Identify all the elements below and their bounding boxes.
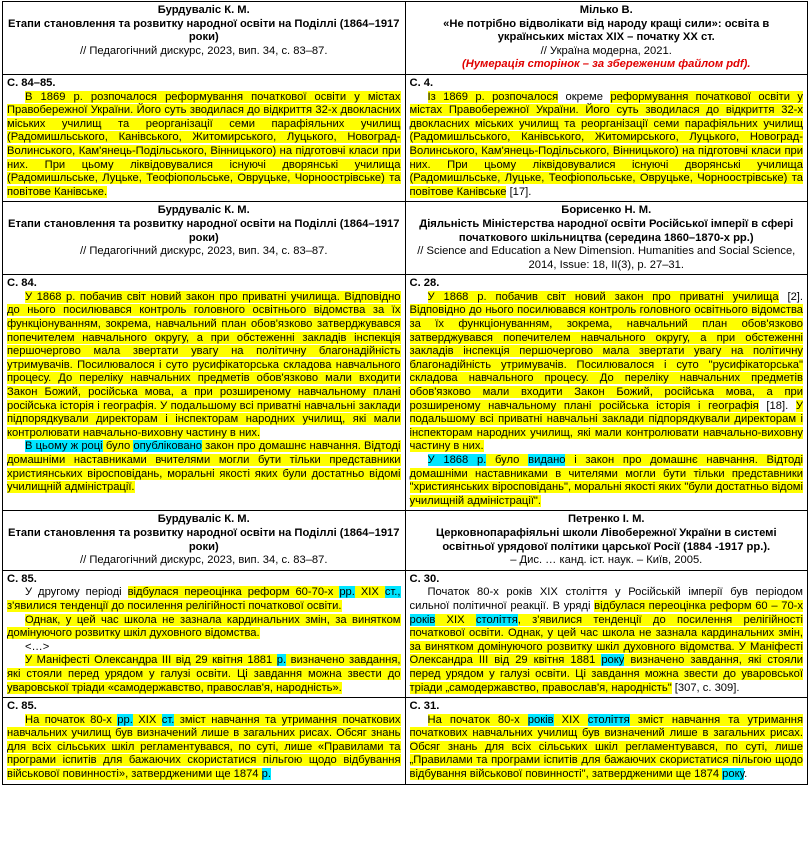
plain-text: [2]. xyxy=(778,290,804,303)
highlight-cyan: років xyxy=(527,713,554,726)
highlight-yellow: визначено завдання, які стояли перед урядом у галузі освіти. Ці завдання можна звести до уваровської тріади «самодержавство, православ'я, народність». xyxy=(7,654,401,694)
source-author: Бурдуваліс К. М. xyxy=(157,513,250,526)
highlight-yellow: 1869 р. розпочалося xyxy=(443,90,559,103)
paragraph xyxy=(410,454,804,508)
highlight-yellow: закон про домашнє навчання. Відтоді домашніми наставниками вчителями могли бути тільки представники християнських віросповідань, моральні якості яких були достатньо відомі училищній адміністрації. xyxy=(7,440,401,494)
source-author: Мілько В. xyxy=(579,4,633,16)
highlight-yellow: р. розпочалося реформування початкової освіти у містах Правобережної України. Його суть зводилася до відкриття 32-х двокласних міських училищ та реорганізації семи парафіяльних училищ (Радомишльського, Канівського, Житомирського, Луцького, Новоград-Волинського, Кам'янець-Подільського, Вінницького) на підготовчі класи при них. При цьому ліквідовувалися існуючі дворянські училища (Радомишльське, Луцьке, Теофіопольське, Овруцьке, Чорноострівське) та повітове Канівське. xyxy=(7,90,401,198)
source-source: // Педагогічний дискурс, 2023, вип. 34, с. 83–87. xyxy=(80,245,328,258)
header-row xyxy=(3,2,808,75)
paragraph xyxy=(7,641,401,655)
highlight-cyan: року xyxy=(601,654,625,667)
highlight-yellow: реформування початкової освіти у містах Правобережної України. Його суть зводилася до відкриття 32-х двокласних міських училищ та реорганізації семи парафіяльних училищ (Радомишльського, Канівського, Житомирського, Луцького, Новоград-Волинського, Кам'янець-Подільського, Вінницького) на підготовчі класи при них. При цьому ліквідовувалися існуючі дворянські училища (Радомишльське, Луцьке, Теофіопольське, Овруцьке, Чорноострівське) та повітове Канівське xyxy=(409,90,803,198)
plain-text: У другому періоді xyxy=(25,586,128,599)
page-ref: С. 85. xyxy=(7,700,37,713)
highlight-yellow: зміст навчання та утримання початкових навчальних училищ був визначений лише в загальних рисах. Обсяг знань для всіх сільських шкіл регламентувався, по суті, лише «Правилами та програми іспитів для бажаючих скористатися пільгою щодо відбування військової повинності», затвердженими ще 1874 xyxy=(7,713,401,781)
paragraph xyxy=(7,586,401,613)
right-source-header xyxy=(405,511,808,570)
page-ref: С. 84. xyxy=(7,277,37,290)
page-ref: С. 30. xyxy=(409,572,440,585)
highlight-cyan: видано xyxy=(528,454,566,466)
highlight-yellow: відбулася переоцінка реформ 60-70-х xyxy=(127,586,340,599)
highlight-yellow: Із xyxy=(427,90,444,103)
highlight-yellow: було xyxy=(102,440,134,453)
highlight-yellow: На початок 80-х xyxy=(25,713,118,726)
source-source: // Педагогічний дискурс, 2023, вип. 34, с. 83–87. xyxy=(80,554,328,567)
excerpt-row xyxy=(3,74,808,201)
highlight-cyan: 1868 р. xyxy=(443,454,487,466)
highlight-cyan: рр. xyxy=(339,586,355,599)
highlight-cyan: р. xyxy=(261,768,271,781)
paragraph xyxy=(7,91,401,200)
highlight-cyan: опубліковано xyxy=(133,440,202,453)
source-source: // Україна модерна, 2021. xyxy=(540,44,672,57)
plain-text: [17]. xyxy=(506,185,532,198)
left-source-header xyxy=(3,202,406,275)
source-note: (Нумерація сторінок – за збереженим файлом pdf). xyxy=(462,58,751,71)
highlight-cyan: років xyxy=(409,613,436,626)
page-ref: С. 28. xyxy=(409,277,440,290)
page-ref: С. 31. xyxy=(409,700,440,713)
source-title: Етапи становлення та розвитку народної освіти на Поділлі (1864–1917 роки) xyxy=(7,526,400,553)
highlight-yellow: В xyxy=(25,90,41,103)
left-source-header xyxy=(3,511,406,570)
paragraph xyxy=(410,291,804,454)
highlight-cyan: В цьому ж році xyxy=(25,440,103,453)
source-author: Бурдуваліс К. М. xyxy=(157,204,250,217)
left-excerpt xyxy=(3,275,406,511)
header-row xyxy=(3,511,808,570)
paragraph xyxy=(410,91,804,200)
highlight-yellow: Однак, у цей час школа не зазнала кардинальних змін, за винятком домінуючого розвитку шкіл духовного відомства. xyxy=(7,613,401,640)
plain-text: Початок 80-х років ХІХ століття у Російській імперії був періодом сильної політичної реакції. В уряді xyxy=(409,586,803,612)
plain-text: окреме xyxy=(558,90,611,103)
highlight-yellow: відбулася переоцінка реформ 60 – 70-х xyxy=(594,599,803,612)
source-title: Церковнопарафіяльні школи Лівобережної України в системі освітньої урядової політики царської Росії (1884 -1917 рр.). xyxy=(435,526,777,553)
highlight-yellow: з'явилися тенденції до посилення релігійності початкової освіти. xyxy=(7,599,342,612)
highlight-cyan: століття xyxy=(587,713,630,726)
paragraph xyxy=(410,714,804,782)
highlight-yellow: визначено завдання, які стояли перед урядом у галузі освіти. Ці завдання можна звести до уваровської тріади „самодержавство, православ'я, народність" xyxy=(409,654,803,694)
right-excerpt xyxy=(405,698,808,785)
right-source-header xyxy=(405,2,808,75)
highlight-cyan: століття xyxy=(475,613,518,626)
highlight-yellow: і закон про домашнє навчання. Відтоді домашніми наставниками в чителями могли бути тільки представники "християнських віросповідань", моральні якості яких "були достатньо відомі училищній адміністрації". xyxy=(409,454,804,507)
source-title: «Не потрібно відволікати від народу кращі сили»: освіта в українських містах ХІХ – початку ХХ ст. xyxy=(443,17,770,44)
left-excerpt xyxy=(3,698,406,785)
highlight-cyan: ст. xyxy=(161,713,175,726)
header-row xyxy=(3,202,808,275)
highlight-yellow: , з'явилися тенденції до посилення релігійності початкової освіти. Однак, у цей час школа не зазнала кардинальних змін, за винятком домінуючого розвитку шкіл духовного відомства. У Маніфесті Олександра ІІІ від 29 квітня 1881 xyxy=(409,613,804,667)
source-author: Бурдуваліс К. М. xyxy=(157,4,250,16)
paragraph xyxy=(7,291,401,441)
source-author: Борисенко Н. М. xyxy=(561,204,652,217)
left-excerpt xyxy=(3,570,406,697)
highlight-yellow: було xyxy=(486,454,529,466)
right-excerpt xyxy=(405,570,808,697)
source-title: Етапи становлення та розвитку народної освіти на Поділлі (1864–1917 роки) xyxy=(7,17,400,44)
highlight-yellow: У подальшому всі приватні навчальні заклади підпорядкували директорам і інспекторам народних училищ, які мали контролювати навчально-виховну частину в них. xyxy=(409,399,803,453)
left-excerpt xyxy=(3,74,406,201)
source-title: Етапи становлення та розвитку народної освіти на Поділлі (1864–1917 роки) xyxy=(7,217,400,244)
plain-text: . xyxy=(744,768,748,781)
highlight-yellow: У Маніфесті Олександра ІІІ від 29 квітня 1881 xyxy=(25,654,277,667)
plain-text: [18]. xyxy=(758,399,796,412)
paragraph xyxy=(7,654,401,695)
page-ref: С. 4. xyxy=(409,76,434,89)
source-source: // Science and Education a New Dimension. Humanities and Social Science, 2014, Issue: 18, ІІ(3), p. 27–31. xyxy=(417,245,796,271)
highlight-yellow: 1869 xyxy=(40,90,66,103)
right-source-header xyxy=(405,202,808,275)
highlight-yellow: зміст навчання та утримання початкових навчальних училищ був визначений лише в загальних рисах. Обсяг знань для всіх сільських шкіл регламентувався, по суті, лише „Правилами та програми іспитів для бажаючих скористатися пільгою щодо відбування військової повинності", затвердженими ще 1874 xyxy=(409,713,804,781)
excerpt-row xyxy=(3,570,808,697)
source-author: Петренко І. М. xyxy=(567,513,645,526)
right-excerpt xyxy=(405,275,808,511)
source-title: Діяльність Міністерства народної освіти Російської імперії в сфері початкового шкільництва (середина 1860–1870-х рр.) xyxy=(419,217,794,244)
excerpt-row xyxy=(3,698,808,785)
highlight-yellow: На початок 80-х xyxy=(427,713,528,726)
paragraph xyxy=(7,714,401,782)
source-source: // Педагогічний дискурс, 2023, вип. 34, с. 83–87. xyxy=(80,44,328,57)
plain-text: <…> xyxy=(25,640,50,653)
left-source-header xyxy=(3,2,406,75)
source-source: – Дис. … канд. іст. наук. – Київ, 2005. xyxy=(510,554,703,567)
highlight-cyan: року xyxy=(722,768,745,781)
highlight-cyan: рр. xyxy=(117,713,133,726)
highlight-yellow: ХІХ xyxy=(435,613,476,626)
highlight-yellow: ХІХ xyxy=(553,713,588,726)
highlight-yellow: ХІХ xyxy=(132,713,162,726)
excerpt-row xyxy=(3,275,808,511)
paragraph xyxy=(7,440,401,494)
plain-text: [307, с. 309]. xyxy=(671,681,740,694)
paragraph xyxy=(7,614,401,641)
highlight-yellow: У 1868 р. побачив світ новий закон про приватні училища xyxy=(427,290,779,303)
highlight-cyan: р. xyxy=(276,654,287,667)
page-ref: С. 85. xyxy=(7,572,37,585)
highlight-yellow: У 1868 р. побачив світ новий закон про приватні училища. Відповідно до нього посилювався контроль головного освітнього відомства за їх функціонуванням, зокрема, навчальний план обов'язково затверджувався попечителем навчального округу, а при обстеженні закладів інспекція першочергово мала звертати увагу на політичну благонадійність утримувачів. Посилювалося і суто русифікаторська складова навчального процесу. До переліку навчальних предметів обов'язково мали входити Закон Божий, російська мова, а при розширеному навчальному плані російська історія і географія. У подальшому всі приватні навчальні заклади підпорядкували директорам і інспекторам народних училищ, які мали контролювати навчально-виховну частину в них. xyxy=(7,290,401,439)
highlight-yellow: ХІХ xyxy=(354,586,385,599)
right-excerpt xyxy=(405,74,808,201)
comparison-table xyxy=(2,1,808,785)
highlight-yellow: Відповідно до нього посилювався контроль головного освітнього відомства за їх функціонуванням, зокрема, навчальний план обов'язково затверджувався попечителем навчального округу, а при обстеженні закладів інспекція першочергово мала звертати увагу на політичну благонадійність утримувачів. Посилювалося і суто "русифікаторська" складова навчального процесу. До переліку навчальних предметів обов'язково мали входити Закон Божий, російська мова, а при розширеному навчальному плані російська історія і географія xyxy=(409,304,803,412)
page-ref: С. 84–85. xyxy=(7,76,56,89)
highlight-cyan: ст., xyxy=(384,586,401,599)
highlight-cyan: У xyxy=(427,454,444,466)
paragraph xyxy=(410,586,804,695)
